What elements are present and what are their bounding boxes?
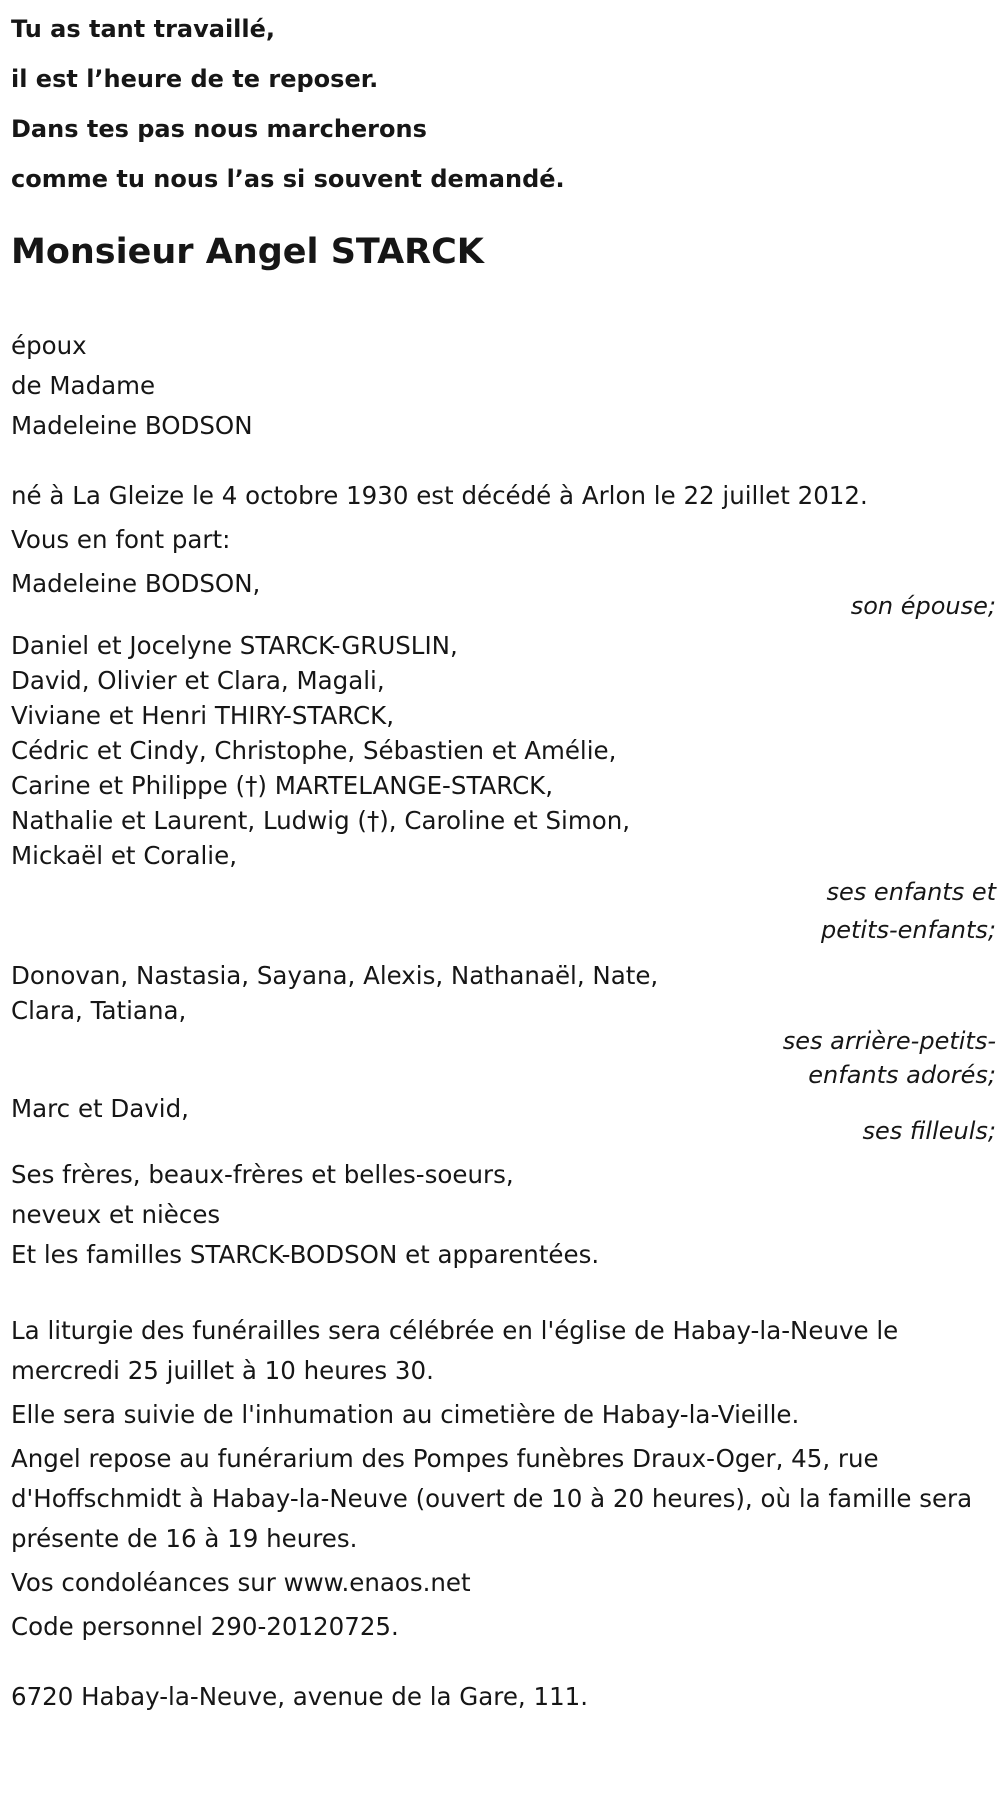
family-name-line: Cédric et Cindy, Christophe, Sébastien et Amélie, bbox=[11, 736, 617, 765]
family-name-line: Madeleine BODSON, bbox=[11, 569, 261, 598]
family-name-line: Marc et David, bbox=[11, 1094, 189, 1123]
family-group-great-grandchildren bbox=[11, 956, 996, 1095]
family-name-line: Nathalie et Laurent, Ludwig (†), Caroline et Simon, bbox=[11, 806, 631, 835]
family-name-line: Carine et Philippe (†) MARTELANGE-STARCK, bbox=[11, 771, 554, 800]
other-relatives-line: neveux et nièces bbox=[11, 1200, 221, 1229]
poem-line: Tu as tant travaillé, bbox=[11, 15, 276, 43]
spouse-line: époux bbox=[11, 331, 87, 360]
other-relatives bbox=[11, 1155, 996, 1275]
spouse-line: Madeleine BODSON bbox=[11, 411, 253, 440]
announcers-intro: Vous en font part: bbox=[11, 525, 231, 554]
family-name-line: Mickaël et Coralie, bbox=[11, 841, 237, 870]
funeral-burial: Elle sera suivie de l'inhumation au cimetière de Habay-la-Vieille. bbox=[11, 1400, 800, 1429]
family-name-line: David, Olivier et Clara, Magali, bbox=[11, 666, 385, 695]
poem-line: comme tu nous l’as si souvent demandé. bbox=[11, 165, 565, 193]
family-role: enfants adorés; bbox=[808, 1061, 996, 1089]
family-role: ses arrière-petits- bbox=[782, 1027, 996, 1055]
poem bbox=[11, 4, 996, 204]
family-name-line: Clara, Tatiana, bbox=[11, 996, 187, 1025]
address: 6720 Habay-la-Neuve, avenue de la Gare, 111. bbox=[11, 1682, 589, 1711]
poem-line: Dans tes pas nous marcherons bbox=[11, 115, 427, 143]
spouse-info bbox=[11, 326, 996, 446]
family-group-spouse bbox=[11, 564, 996, 626]
poem-line: il est l’heure de te reposer. bbox=[11, 65, 379, 93]
funerarium-info: Angel repose au funérarium des Pompes funèbres Draux-Oger, 45, rue d'Hoffschmidt à Habay-la-Neuve (ouvert de 10 à 20 heures), où la famille sera présente de 16 à 19 heures. bbox=[11, 1444, 973, 1553]
family-role: ses filleuls; bbox=[862, 1117, 996, 1145]
other-relatives-line: Ses frères, beaux-frères et belles-soeurs, bbox=[11, 1160, 514, 1189]
family-group-godchildren bbox=[11, 1089, 996, 1151]
obituary-page bbox=[11, 0, 996, 1717]
family-name-line: Viviane et Henri THIRY-STARCK, bbox=[11, 701, 395, 730]
personal-code: Code personnel 290-20120725. bbox=[11, 1612, 399, 1641]
family-name-line: Donovan, Nastasia, Sayana, Alexis, Nathanaël, Nate, bbox=[11, 961, 659, 990]
birth-death: né à La Gleize le 4 octobre 1930 est décédé à Arlon le 22 juillet 2012. bbox=[11, 481, 868, 510]
condolences-link: Vos condoléances sur www.enaos.net bbox=[11, 1568, 471, 1597]
family-role: ses enfants et bbox=[826, 878, 996, 906]
other-relatives-line: Et les familles STARCK-BODSON et apparentées. bbox=[11, 1240, 600, 1269]
family-name-line: Daniel et Jocelyne STARCK-GRUSLIN, bbox=[11, 631, 458, 660]
spouse-line: de Madame bbox=[11, 371, 156, 400]
family-group-children bbox=[11, 626, 996, 950]
deceased-name: Monsieur Angel STARCK bbox=[11, 232, 484, 272]
family-role: son épouse; bbox=[850, 592, 996, 620]
family-role: petits-enfants; bbox=[821, 916, 996, 944]
funeral-liturgy: La liturgie des funérailles sera célébrée en l'église de Habay-la-Neuve le mercredi 25 juillet à 10 heures 30. bbox=[11, 1316, 899, 1385]
